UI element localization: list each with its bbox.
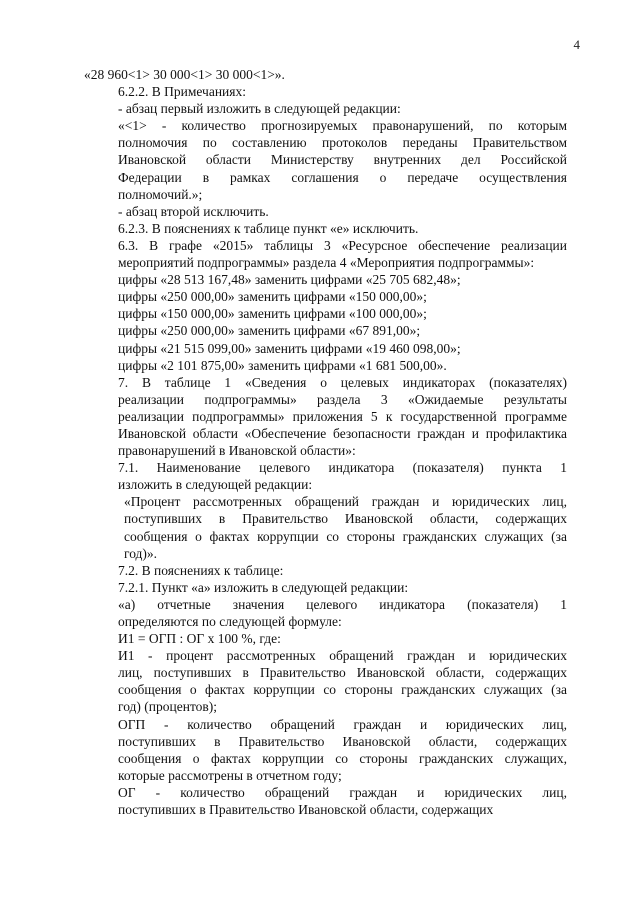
paragraph (84, 271, 567, 288)
paragraph (84, 203, 567, 220)
document-body (84, 66, 567, 818)
text-line: сообщения о фактах коррупции со стороны гражданских служащих (за (124, 528, 567, 544)
text-line: цифры «2 101 875,00» заменить цифрами «1 681 500,00». (118, 357, 447, 373)
text-line: 6.3. В графе «2015» таблицы 3 «Ресурсное обеспечение реализации (118, 237, 567, 253)
text-line: реализации подпрограммы» приложения 5 к государственной программе (118, 408, 567, 424)
text-line: Ивановской области «Обеспечение безопасности граждан и профилактика (118, 425, 567, 441)
paragraph (84, 647, 567, 715)
text-line: изложить в следующей редакции: (118, 477, 313, 493)
text-line: 6.2.2. В Примечаниях: (118, 84, 246, 100)
text-line: год)». (124, 545, 158, 561)
text-line: И1 - процент рассмотренных обращений граждан и юридических (118, 648, 567, 664)
text-line: 7.1. Наименование целевого индикатора (показателя) пункта 1 (118, 460, 567, 476)
text-line: год) (процентов); (118, 699, 218, 715)
text-line: ОГП - количество обращений граждан и юридических лиц, (118, 716, 567, 732)
paragraph (84, 357, 567, 374)
text-line: Ивановской области Министерству внутренних дел Российской (118, 152, 567, 168)
text-line: цифры «150 000,00» заменить цифрами «100 000,00»; (118, 306, 427, 322)
text-line: 7. В таблице 1 «Сведения о целевых индикаторах (показателях) (118, 374, 567, 390)
text-line: поступивших в Правительство Ивановской области, содержащих (124, 511, 567, 527)
paragraph (84, 374, 567, 459)
paragraph (84, 340, 567, 357)
paragraph (84, 322, 567, 339)
text-line: «а) отчетные значения целевого индикатора (показателя) 1 (118, 596, 567, 612)
paragraph (84, 117, 567, 202)
text-line: лиц, поступивших в Правительство Ивановской области, содержащих (118, 665, 567, 681)
text-line: «Процент рассмотренных обращений граждан и юридических лиц, (124, 494, 567, 510)
text-line: Федерации в рамках соглашения о передаче осуществления (118, 169, 567, 185)
text-line: полномочия по составлению протоколов переданы Правительством (118, 135, 567, 151)
paragraph (84, 493, 567, 561)
paragraph (84, 579, 567, 596)
text-line: правонарушений в Ивановской области»: (118, 443, 356, 459)
text-line: цифры «250 000,00» заменить цифрами «67 891,00»; (118, 323, 421, 339)
paragraph (84, 784, 567, 818)
text-line: сообщения о фактах коррупции со стороны гражданских служащих, (118, 750, 567, 766)
paragraph (84, 288, 567, 305)
paragraph (84, 459, 567, 493)
text-line: полномочий.»; (118, 186, 203, 202)
paragraph (84, 596, 567, 630)
paragraph (84, 83, 567, 100)
text-line: «28 960<1> 30 000<1> 30 000<1>». (84, 67, 285, 82)
text-line: определяются по следующей формуле: (118, 614, 342, 629)
text-line: цифры «21 515 099,00» заменить цифрами «19 460 098,00»; (118, 340, 461, 356)
text-line: И1 = ОГП : ОГ х 100 %, где: (118, 631, 281, 647)
text-line: - абзац первый изложить в следующей редакции: (118, 101, 401, 117)
text-line: цифры «250 000,00» заменить цифрами «150 000,00»; (118, 289, 427, 305)
paragraph (84, 237, 567, 271)
paragraph (84, 305, 567, 322)
text-line: 7.2. В пояснениях к таблице: (118, 562, 284, 578)
text-line: поступивших в Правительство Ивановской области, содержащих (118, 733, 567, 749)
text-line: ОГ - количество обращений граждан и юридических лиц, (118, 784, 567, 800)
text-line: 7.2.1. Пункт «а» изложить в следующей редакции: (118, 579, 409, 595)
text-line: поступивших в Правительство Ивановской области, содержащих (118, 802, 494, 818)
text-line: реализации подпрограммы» раздела 3 «Ожидаемые результаты (118, 391, 567, 407)
text-line: цифры «28 513 167,48» заменить цифрами «25 705 682,48»; (118, 272, 461, 288)
paragraph (84, 66, 567, 83)
paragraph (84, 562, 567, 579)
paragraph (84, 716, 567, 784)
text-line: - абзац второй исключить. (118, 203, 269, 219)
text-line: 6.2.3. В пояснениях к таблице пункт «е» исключить. (118, 220, 419, 236)
page-number: 4 (573, 37, 580, 52)
paragraph (84, 100, 567, 117)
paragraph (84, 630, 567, 647)
text-line: мероприятий подпрограммы» раздела 4 «Мероприятия подпрограммы»: (118, 255, 535, 271)
text-line: сообщения о фактах коррупции со стороны гражданских служащих (за (118, 682, 567, 698)
text-line: которые рассмотрены в отчетном году; (118, 767, 342, 783)
text-line: «<1> - количество прогнозируемых правонарушений, по которым (118, 118, 567, 134)
paragraph (84, 220, 567, 237)
